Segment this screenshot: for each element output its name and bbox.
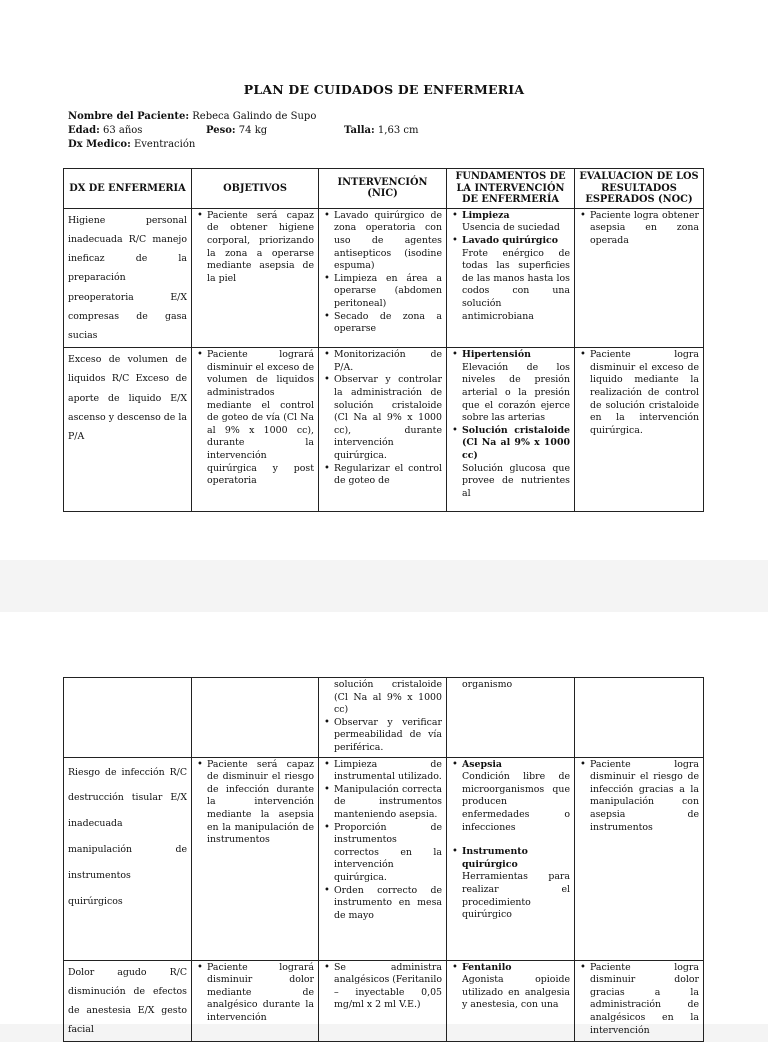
fundamento-text: Agonista opioide utilizado en analgesia y anestesia, con una: [462, 974, 570, 1011]
list-item: [462, 962, 570, 1012]
fundamento-text: Usencia de suciedad: [462, 222, 560, 234]
header-objetivos: OBJETIVOS: [192, 169, 319, 209]
list-item: [462, 759, 570, 847]
fundamento-text: Solución glucosa que provee de nutrientes al: [462, 462, 570, 499]
patient-age-value: 63 años: [102, 125, 143, 136]
fundamento-text: Elevación de los niveles de presión arterial o la presión que el corazón ejerce sobre las arterias: [462, 361, 570, 424]
list-item: • Observar y controlar la administración de solución cristaloide (Cl Na al 9% x 1000 cc), durante intervención quirúrgica.: [334, 374, 442, 462]
table-row: [64, 348, 704, 512]
fundamento-title: • Lavado quirúrgico: [462, 234, 558, 246]
cell-fundamentos: [447, 348, 575, 512]
cell-intervencion: [319, 678, 447, 758]
cell-dx: Dolor agudo R/C disminución de efectos de anestesia E/X gesto facial: [64, 960, 192, 1042]
continued-text: solución cristaloide (Cl Na al 9% x 1000 cc): [334, 679, 442, 716]
fundamento-title: • Instrumento quirúrgico: [462, 846, 528, 870]
patient-height-value: 1,63 cm: [377, 125, 419, 136]
list-item: • Limpieza de instrumental utilizado.: [334, 759, 442, 784]
list-item: [462, 425, 570, 501]
list-item: • Paciente logra obtener asepsia en zona operada: [590, 210, 699, 248]
cell-dx: Riesgo de infección R/C destrucción tisular E/X inadecuada manipulación de instrumentos quirúrgicos: [64, 757, 192, 960]
fundamento-text: Frote enérgico de todas las superficies de las manos hasta los codos con una solución antimicrobiana: [462, 247, 570, 322]
patient-name-value: Rebeca Galindo de Supo: [192, 111, 317, 122]
fundamento-title: • Fentanilo: [462, 961, 512, 973]
fundamento-title: • Asepsia: [462, 758, 502, 770]
table-header-row: [64, 169, 704, 209]
medical-dx-value: Eventración: [133, 139, 196, 150]
list-item: • Secado de zona a operarse: [334, 311, 442, 336]
medical-dx-label: Dx Medico:: [68, 139, 131, 150]
fundamento-text: Herramientas para realizar el procedimiento quirúrgico: [462, 871, 570, 921]
cell-intervencion: [319, 208, 447, 347]
patient-weight-label: Peso:: [206, 125, 236, 136]
list-item: • Lavado quirúrgico de zona operatoria con uso de agentes antisepticos (isodine espuma): [334, 210, 442, 273]
cell-objetivos: [192, 348, 319, 512]
cell-objetivos: [192, 678, 319, 758]
fundamento-title: • Hipertensión: [462, 349, 531, 361]
cell-fundamentos: [447, 960, 575, 1042]
list-item: • Monitorización de P/A.: [334, 349, 442, 374]
fundamento-title: • Limpieza: [462, 209, 510, 221]
patient-age-line: [68, 124, 142, 138]
cell-fundamentos: [447, 678, 575, 758]
table-row: [64, 678, 704, 758]
care-plan-table-continued: [63, 677, 704, 1042]
patient-name-label: Nombre del Paciente:: [68, 111, 190, 122]
list-item: [462, 846, 570, 922]
list-item: • Paciente será capaz de disminuir el riesgo de infección durante la intervención mediante la asepsia en la manipulación de instrumentos: [207, 759, 314, 847]
list-item: • Orden correcto de instrumento en mesa de mayo: [334, 885, 442, 923]
header-fundamentos: FUNDAMENTOS DE LA INTERVENCIÓN DE ENFERMERÍA: [447, 169, 575, 209]
care-plan-table: [63, 168, 704, 512]
header-dx: DX DE ENFERMERIA: [64, 169, 192, 209]
cell-fundamentos: [447, 208, 575, 347]
cell-evaluacion: [575, 757, 704, 960]
patient-height-line: [344, 124, 418, 138]
list-item: • Regularizar el control de goteo de: [334, 463, 442, 488]
list-item: [462, 210, 570, 235]
document-page-2: [0, 612, 768, 1036]
list-item: • Paciente logrará disminuir dolor mediante de analgésico durante la intervención: [207, 962, 314, 1025]
cell-fundamentos: [447, 757, 575, 960]
patient-age-label: Edad:: [68, 125, 100, 136]
list-item: • Se administra analgésicos (Feritanilo – inyectable 0,05 mg/ml x 2 ml V.E.): [334, 962, 442, 1012]
cell-objetivos: [192, 757, 319, 960]
list-item: • Limpieza en área a operarse (abdomen peritoneal): [334, 273, 442, 311]
list-item: • Paciente logra disminuir el riesgo de infección gracias a la manipulación con asepsia de instrumentos: [590, 759, 699, 835]
fundamento-text: Condición libre de microorganismos que producen enfermedades o infecciones: [462, 771, 570, 833]
fundamento-title: • Solución cristaloide (Cl Na al 9% x 1000 cc): [462, 424, 570, 461]
table-row: [64, 757, 704, 960]
cell-evaluacion: [575, 348, 704, 512]
continued-text: organismo: [462, 679, 513, 690]
list-item: [462, 235, 570, 323]
cell-intervencion: [319, 757, 447, 960]
list-item: [462, 349, 570, 425]
cell-evaluacion: [575, 208, 704, 347]
cell-dx: [64, 678, 192, 758]
cell-intervencion: [319, 348, 447, 512]
patient-height-label: Talla:: [344, 125, 375, 136]
list-item: • Paciente logra disminuir el exceso de liquido mediante la realización de control de solución cristaloide en la intervención quirúrgica.: [590, 349, 699, 437]
list-item: • Manipulación correcta de instrumentos manteniendo asepsia.: [334, 784, 442, 822]
table-row: [64, 208, 704, 347]
page-gap: [0, 560, 768, 612]
patient-weight-value: 74 kg: [238, 125, 268, 136]
header-intervencion: INTERVENCIÓN (NIC): [319, 169, 447, 209]
cell-objetivos: [192, 960, 319, 1042]
list-item: • Paciente logra disminuir dolor gracias a la administración de analgésicos en la intervención: [590, 962, 699, 1038]
list-item: • Paciente será capaz de obtener higiene corporal, priorizando la zona a operarse mediante asepsia de la piel: [207, 210, 314, 286]
cell-evaluacion: [575, 960, 704, 1042]
patient-name-line: [68, 110, 316, 124]
document-title: PLAN DE CUIDADOS DE ENFERMERIA: [243, 82, 525, 97]
list-item: • Proporción de instrumentos correctos en la intervención quirúrgica.: [334, 822, 442, 885]
medical-dx-line: [68, 138, 195, 152]
list-item: • Observar y verificar permeabilidad de vía periférica.: [334, 717, 442, 755]
list-item: • Paciente logrará disminuir el exceso de volumen de liquidos administrados mediante el control de goteo de vía (Cl Na al 9% x 1000 cc), durante la intervención quirúrgica y post operatoria: [207, 349, 314, 488]
table-row: [64, 960, 704, 1042]
patient-weight-line: [206, 124, 267, 138]
cell-evaluacion: [575, 678, 704, 758]
cell-objetivos: [192, 208, 319, 347]
header-evaluacion: EVALUACION DE LOS RESULTADOS ESPERADOS (NOC): [575, 169, 704, 209]
cell-dx: Higiene personal inadecuada R/C manejo ineficaz de la preparación preoperatoria E/X compresas de gasa sucias: [64, 208, 192, 347]
cell-intervencion: [319, 960, 447, 1042]
cell-dx: Exceso de volumen de liquidos R/C Exceso de aporte de liquido E/X ascenso y descenso de la P/A: [64, 348, 192, 512]
